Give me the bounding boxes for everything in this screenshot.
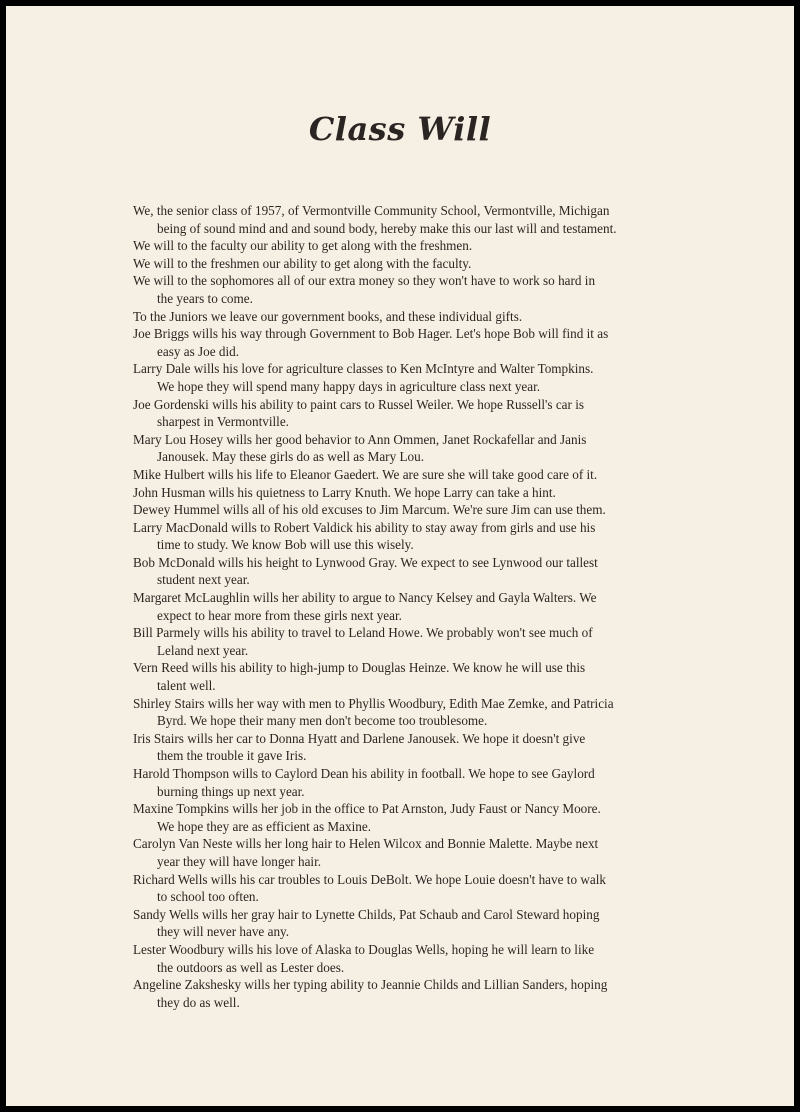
document-body <box>133 202 703 1011</box>
paragraph-item: Margaret McLaughlin wills her ability to argue to Nancy Kelsey and Gayla Walters. We expect to hear more from these girls next year. <box>133 590 597 623</box>
paragraph-juniors: To the Juniors we leave our government books, and these individual gifts. <box>133 308 523 324</box>
paragraph-item: Larry MacDonald wills to Robert Valdick his ability to stay away from girls and use his time to study. We know Bob will use this wisely. <box>133 519 596 553</box>
paragraph-item: Bill Parmely wills his ability to travel to Leland Howe. We probably won't see much of Leland next year. <box>133 625 593 658</box>
paragraph-item: Maxine Tompkins wills her job in the office to Pat Arnston, Judy Faust or Nancy Moore. We hope they are as efficient as Maxine. <box>133 801 601 834</box>
paragraph-item: Mary Lou Hosey wills her good behavior to Ann Ommen, Janet Rockafellar and Janis Janousek. May these girls do as well as Mary Lou. <box>133 431 587 465</box>
paragraph-item: Iris Stairs wills her car to Donna Hyatt and Darlene Janousek. We hope it doesn't give them the trouble it gave Iris. <box>133 730 586 764</box>
paragraph-item: Angeline Zakshesky wills her typing ability to Jeannie Childs and Lillian Sanders, hoping they do as well. <box>133 977 608 1010</box>
paragraph-item: Vern Reed wills his ability to high-jump to Douglas Heinze. We know he will use this talent well. <box>133 660 586 694</box>
paragraph-item: Mike Hulbert wills his life to Eleanor Gaedert. We are sure she will take good care of it. <box>133 466 598 482</box>
paragraph-freshmen: We will to the freshmen our ability to get along with the faculty. <box>133 255 472 271</box>
paragraph-item: Shirley Stairs wills her way with men to Phyllis Woodbury, Edith Mae Zemke, and Patricia Byrd. We hope their many men don't become too troublesome. <box>133 695 614 729</box>
paragraph-item: Joe Gordenski wills his ability to paint cars to Russel Weiler. We hope Russell's car is sharpest in Vermontville. <box>133 396 585 430</box>
page-title: Class Will <box>308 110 492 148</box>
document-page <box>6 6 794 1106</box>
paragraph-item: Harold Thompson wills to Caylord Dean his ability in football. We hope to see Gaylord burning things up next year. <box>133 766 595 799</box>
paragraph-sophomores: We will to the sophomores all of our extra money so they won't have to work so hard in the years to come. <box>133 273 596 306</box>
paragraph-item: Dewey Hummel wills all of his old excuses to Jim Marcum. We're sure Jim can use them. <box>133 502 606 518</box>
paragraph-item: Richard Wells wills his car troubles to Louis DeBolt. We hope Louie doesn't have to walk to school too often. <box>133 871 606 905</box>
paragraph-item: Carolyn Van Neste wills her long hair to Helen Wilcox and Bonnie Malette. Maybe next year they will have longer hair. <box>133 836 599 869</box>
paragraph-faculty: We will to the faculty our ability to get along with the freshmen. <box>133 238 473 254</box>
paragraph-preamble: We, the senior class of 1957, of Vermontville Community School, Vermontville, Michigan being of sound mind and and sound body, hereby make this our last will and testament. <box>133 203 617 236</box>
paragraph-item: Sandy Wells wills her gray hair to Lynette Childs, Pat Schaub and Carol Steward hoping they will never have any. <box>133 906 600 940</box>
paragraph-item: Lester Woodbury wills his love of Alaska to Douglas Wells, hoping he will learn to like the outdoors as well as Lester does. <box>133 941 595 975</box>
paragraph-item: Joe Briggs wills his way through Government to Bob Hager. Let's hope Bob will find it as easy as Joe did. <box>133 326 609 359</box>
paragraph-item: John Husman wills his quietness to Larry Knuth. We hope Larry can take a hint. <box>133 484 556 500</box>
paragraph-item: Bob McDonald wills his height to Lynwood Gray. We expect to see Lynwood our tallest student next year. <box>133 554 598 588</box>
paragraph-item: Larry Dale wills his love for agriculture classes to Ken McIntyre and Walter Tompkins. We hope they will spend many happy days in agriculture class next year. <box>133 361 594 394</box>
